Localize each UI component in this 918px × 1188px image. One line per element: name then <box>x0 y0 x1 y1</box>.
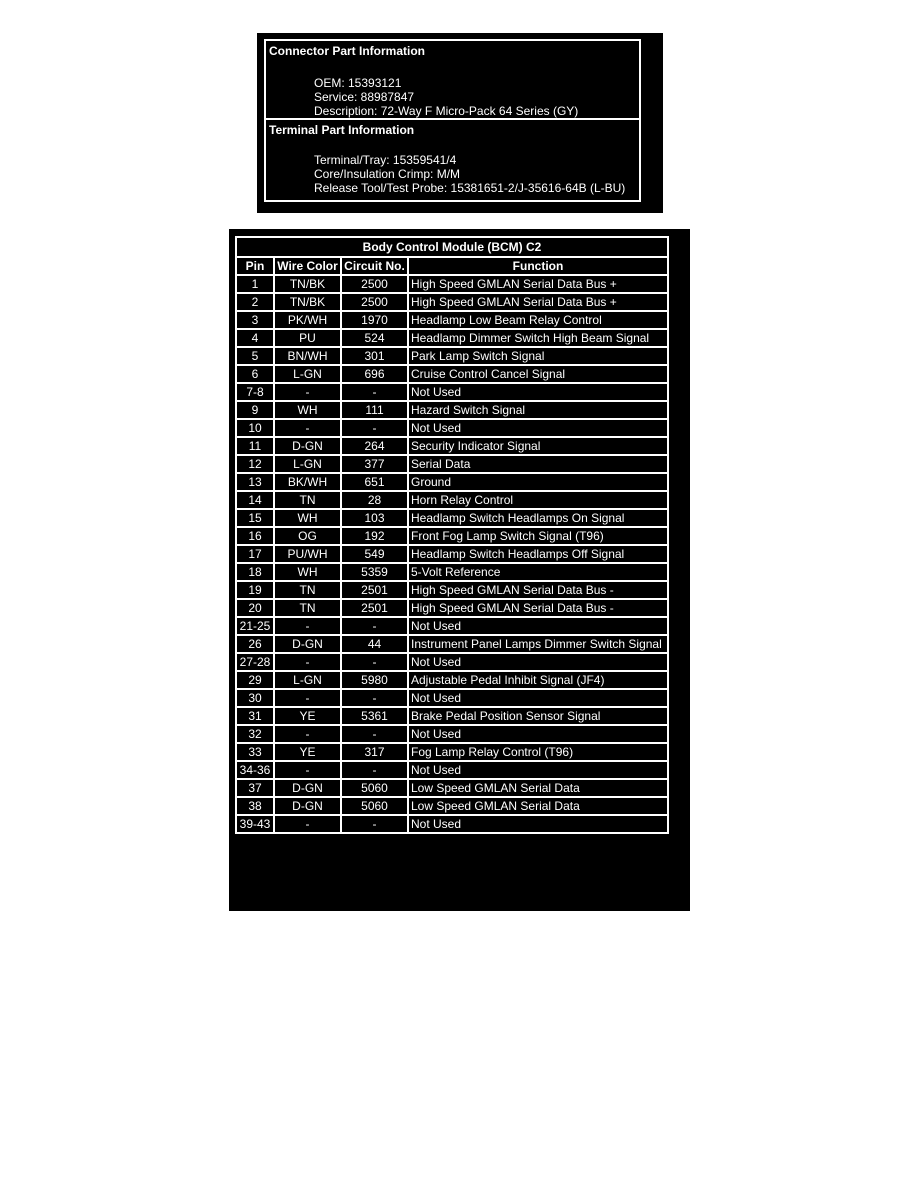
pin-cell: 15 <box>236 509 274 527</box>
terminal-info-lines <box>314 153 625 195</box>
connector-description: Description: 72-Way F Micro-Pack 64 Series (GY) <box>314 104 579 118</box>
pin-cell: 14 <box>236 491 274 509</box>
wire-color-cell: PK/WH <box>274 311 341 329</box>
table-row <box>236 329 668 347</box>
function-cell: Not Used <box>408 725 668 743</box>
table-row <box>236 617 668 635</box>
pin-cell: 29 <box>236 671 274 689</box>
wire-color-cell: D-GN <box>274 437 341 455</box>
pin-cell: 17 <box>236 545 274 563</box>
connector-info-box <box>264 39 641 120</box>
header-pin: Pin <box>236 257 274 275</box>
terminal-tray: Terminal/Tray: 15359541/4 <box>314 153 457 167</box>
function-cell: Adjustable Pedal Inhibit Signal (JF4) <box>408 671 668 689</box>
circuit-no-cell: 377 <box>341 455 408 473</box>
table-row <box>236 275 668 293</box>
table-row <box>236 545 668 563</box>
function-cell: Not Used <box>408 383 668 401</box>
wire-color-cell: L-GN <box>274 455 341 473</box>
pin-cell: 18 <box>236 563 274 581</box>
header-wire-color: Wire Color <box>274 257 341 275</box>
wire-color-cell: TN/BK <box>274 275 341 293</box>
function-cell: Security Indicator Signal <box>408 437 668 455</box>
terminal-info-box <box>264 120 641 202</box>
wire-color-cell: BK/WH <box>274 473 341 491</box>
function-cell: High Speed GMLAN Serial Data Bus + <box>408 275 668 293</box>
circuit-no-cell: - <box>341 815 408 833</box>
table-row <box>236 437 668 455</box>
circuit-no-cell: 2501 <box>341 581 408 599</box>
pin-cell: 6 <box>236 365 274 383</box>
function-cell: Not Used <box>408 653 668 671</box>
table-row <box>236 707 668 725</box>
function-cell: Serial Data <box>408 455 668 473</box>
connector-oem: OEM: 15393121 <box>314 76 402 90</box>
function-cell: Headlamp Low Beam Relay Control <box>408 311 668 329</box>
wire-color-cell: WH <box>274 563 341 581</box>
function-cell: Headlamp Switch Headlamps Off Signal <box>408 545 668 563</box>
function-cell: Cruise Control Cancel Signal <box>408 365 668 383</box>
table-row <box>236 743 668 761</box>
pin-cell: 19 <box>236 581 274 599</box>
circuit-no-cell: 5980 <box>341 671 408 689</box>
table-row <box>236 293 668 311</box>
wire-color-cell: TN <box>274 599 341 617</box>
circuit-no-cell: 5060 <box>341 779 408 797</box>
part-info-panel <box>257 33 663 213</box>
pin-cell: 9 <box>236 401 274 419</box>
function-cell: Ground <box>408 473 668 491</box>
function-cell: Headlamp Dimmer Switch High Beam Signal <box>408 329 668 347</box>
wire-color-cell: - <box>274 725 341 743</box>
wire-color-cell: - <box>274 815 341 833</box>
pinout-table-panel <box>229 229 690 911</box>
table-row <box>236 383 668 401</box>
wire-color-cell: WH <box>274 509 341 527</box>
circuit-no-cell: 44 <box>341 635 408 653</box>
circuit-no-cell: 5359 <box>341 563 408 581</box>
circuit-no-cell: 192 <box>341 527 408 545</box>
wire-color-cell: - <box>274 617 341 635</box>
wire-color-cell: YE <box>274 707 341 725</box>
table-row <box>236 455 668 473</box>
circuit-no-cell: - <box>341 761 408 779</box>
pin-cell: 33 <box>236 743 274 761</box>
function-cell: 5-Volt Reference <box>408 563 668 581</box>
wire-color-cell: YE <box>274 743 341 761</box>
wire-color-cell: - <box>274 761 341 779</box>
connector-info-title: Connector Part Information <box>269 44 426 58</box>
table-row <box>236 311 668 329</box>
circuit-no-cell: 2501 <box>341 599 408 617</box>
wire-color-cell: BN/WH <box>274 347 341 365</box>
wire-color-cell: - <box>274 383 341 401</box>
function-cell: High Speed GMLAN Serial Data Bus + <box>408 293 668 311</box>
pin-cell: 12 <box>236 455 274 473</box>
table-row <box>236 563 668 581</box>
pin-cell: 38 <box>236 797 274 815</box>
function-cell: Headlamp Switch Headlamps On Signal <box>408 509 668 527</box>
wire-color-cell: D-GN <box>274 779 341 797</box>
header-function: Function <box>408 257 668 275</box>
connector-info-lines <box>314 76 578 118</box>
table-row <box>236 725 668 743</box>
circuit-no-cell: 2500 <box>341 293 408 311</box>
circuit-no-cell: 111 <box>341 401 408 419</box>
table-row <box>236 815 668 833</box>
circuit-no-cell: 301 <box>341 347 408 365</box>
terminal-release-tool: Release Tool/Test Probe: 15381651-2/J-35616-64B (L-BU) <box>314 181 626 195</box>
table-body <box>236 275 668 833</box>
wire-color-cell: - <box>274 419 341 437</box>
function-cell: Park Lamp Switch Signal <box>408 347 668 365</box>
circuit-no-cell: - <box>341 653 408 671</box>
pin-cell: 30 <box>236 689 274 707</box>
table-row <box>236 689 668 707</box>
function-cell: Not Used <box>408 419 668 437</box>
function-cell: Not Used <box>408 815 668 833</box>
circuit-no-cell: - <box>341 617 408 635</box>
circuit-no-cell: 2500 <box>341 275 408 293</box>
pin-cell: 3 <box>236 311 274 329</box>
circuit-no-cell: 1970 <box>341 311 408 329</box>
table-title-row <box>236 237 668 257</box>
circuit-no-cell: 317 <box>341 743 408 761</box>
table-row <box>236 509 668 527</box>
circuit-no-cell: 5060 <box>341 797 408 815</box>
wire-color-cell: - <box>274 689 341 707</box>
table-row <box>236 671 668 689</box>
wire-color-cell: PU <box>274 329 341 347</box>
function-cell: Not Used <box>408 689 668 707</box>
function-cell: Instrument Panel Lamps Dimmer Switch Signal <box>408 635 668 653</box>
table-row <box>236 797 668 815</box>
wire-color-cell: PU/WH <box>274 545 341 563</box>
wire-color-cell: TN <box>274 581 341 599</box>
function-cell: Hazard Switch Signal <box>408 401 668 419</box>
pin-cell: 31 <box>236 707 274 725</box>
function-cell: Fog Lamp Relay Control (T96) <box>408 743 668 761</box>
function-cell: Horn Relay Control <box>408 491 668 509</box>
table-header-row <box>236 257 668 275</box>
pin-cell: 26 <box>236 635 274 653</box>
pin-cell: 21-25 <box>236 617 274 635</box>
circuit-no-cell: 696 <box>341 365 408 383</box>
circuit-no-cell: - <box>341 383 408 401</box>
circuit-no-cell: - <box>341 689 408 707</box>
wire-color-cell: OG <box>274 527 341 545</box>
table-row <box>236 599 668 617</box>
pin-cell: 39-43 <box>236 815 274 833</box>
wire-color-cell: L-GN <box>274 365 341 383</box>
wire-color-cell: TN <box>274 491 341 509</box>
pin-cell: 37 <box>236 779 274 797</box>
pin-cell: 34-36 <box>236 761 274 779</box>
pin-cell: 20 <box>236 599 274 617</box>
wire-color-cell: - <box>274 653 341 671</box>
pin-cell: 10 <box>236 419 274 437</box>
table-row <box>236 347 668 365</box>
terminal-crimp: Core/Insulation Crimp: M/M <box>314 167 461 181</box>
pin-cell: 5 <box>236 347 274 365</box>
table-row <box>236 473 668 491</box>
function-cell: Not Used <box>408 761 668 779</box>
header-circuit-no: Circuit No. <box>341 257 408 275</box>
circuit-no-cell: 264 <box>341 437 408 455</box>
pin-cell: 1 <box>236 275 274 293</box>
table-row <box>236 419 668 437</box>
connector-service: Service: 88987847 <box>314 90 415 104</box>
table-row <box>236 581 668 599</box>
pinout-table <box>235 236 669 834</box>
table-row <box>236 401 668 419</box>
pin-cell: 4 <box>236 329 274 347</box>
pin-cell: 7-8 <box>236 383 274 401</box>
pin-cell: 32 <box>236 725 274 743</box>
function-cell: High Speed GMLAN Serial Data Bus - <box>408 581 668 599</box>
wire-color-cell: D-GN <box>274 797 341 815</box>
table-title: Body Control Module (BCM) C2 <box>236 237 668 257</box>
pin-cell: 13 <box>236 473 274 491</box>
table-row <box>236 761 668 779</box>
table-row <box>236 779 668 797</box>
function-cell: Not Used <box>408 617 668 635</box>
table-row <box>236 527 668 545</box>
circuit-no-cell: 651 <box>341 473 408 491</box>
circuit-no-cell: 103 <box>341 509 408 527</box>
wire-color-cell: L-GN <box>274 671 341 689</box>
wire-color-cell: WH <box>274 401 341 419</box>
function-cell: Low Speed GMLAN Serial Data <box>408 779 668 797</box>
circuit-no-cell: 549 <box>341 545 408 563</box>
table-row <box>236 635 668 653</box>
pin-cell: 16 <box>236 527 274 545</box>
circuit-no-cell: 5361 <box>341 707 408 725</box>
circuit-no-cell: 524 <box>341 329 408 347</box>
terminal-info-title: Terminal Part Information <box>269 123 415 137</box>
function-cell: High Speed GMLAN Serial Data Bus - <box>408 599 668 617</box>
function-cell: Front Fog Lamp Switch Signal (T96) <box>408 527 668 545</box>
circuit-no-cell: - <box>341 725 408 743</box>
wire-color-cell: TN/BK <box>274 293 341 311</box>
function-cell: Low Speed GMLAN Serial Data <box>408 797 668 815</box>
function-cell: Brake Pedal Position Sensor Signal <box>408 707 668 725</box>
pin-cell: 2 <box>236 293 274 311</box>
circuit-no-cell: - <box>341 419 408 437</box>
circuit-no-cell: 28 <box>341 491 408 509</box>
wire-color-cell: D-GN <box>274 635 341 653</box>
table-row <box>236 365 668 383</box>
pin-cell: 11 <box>236 437 274 455</box>
table-row <box>236 653 668 671</box>
pin-cell: 27-28 <box>236 653 274 671</box>
table-row <box>236 491 668 509</box>
